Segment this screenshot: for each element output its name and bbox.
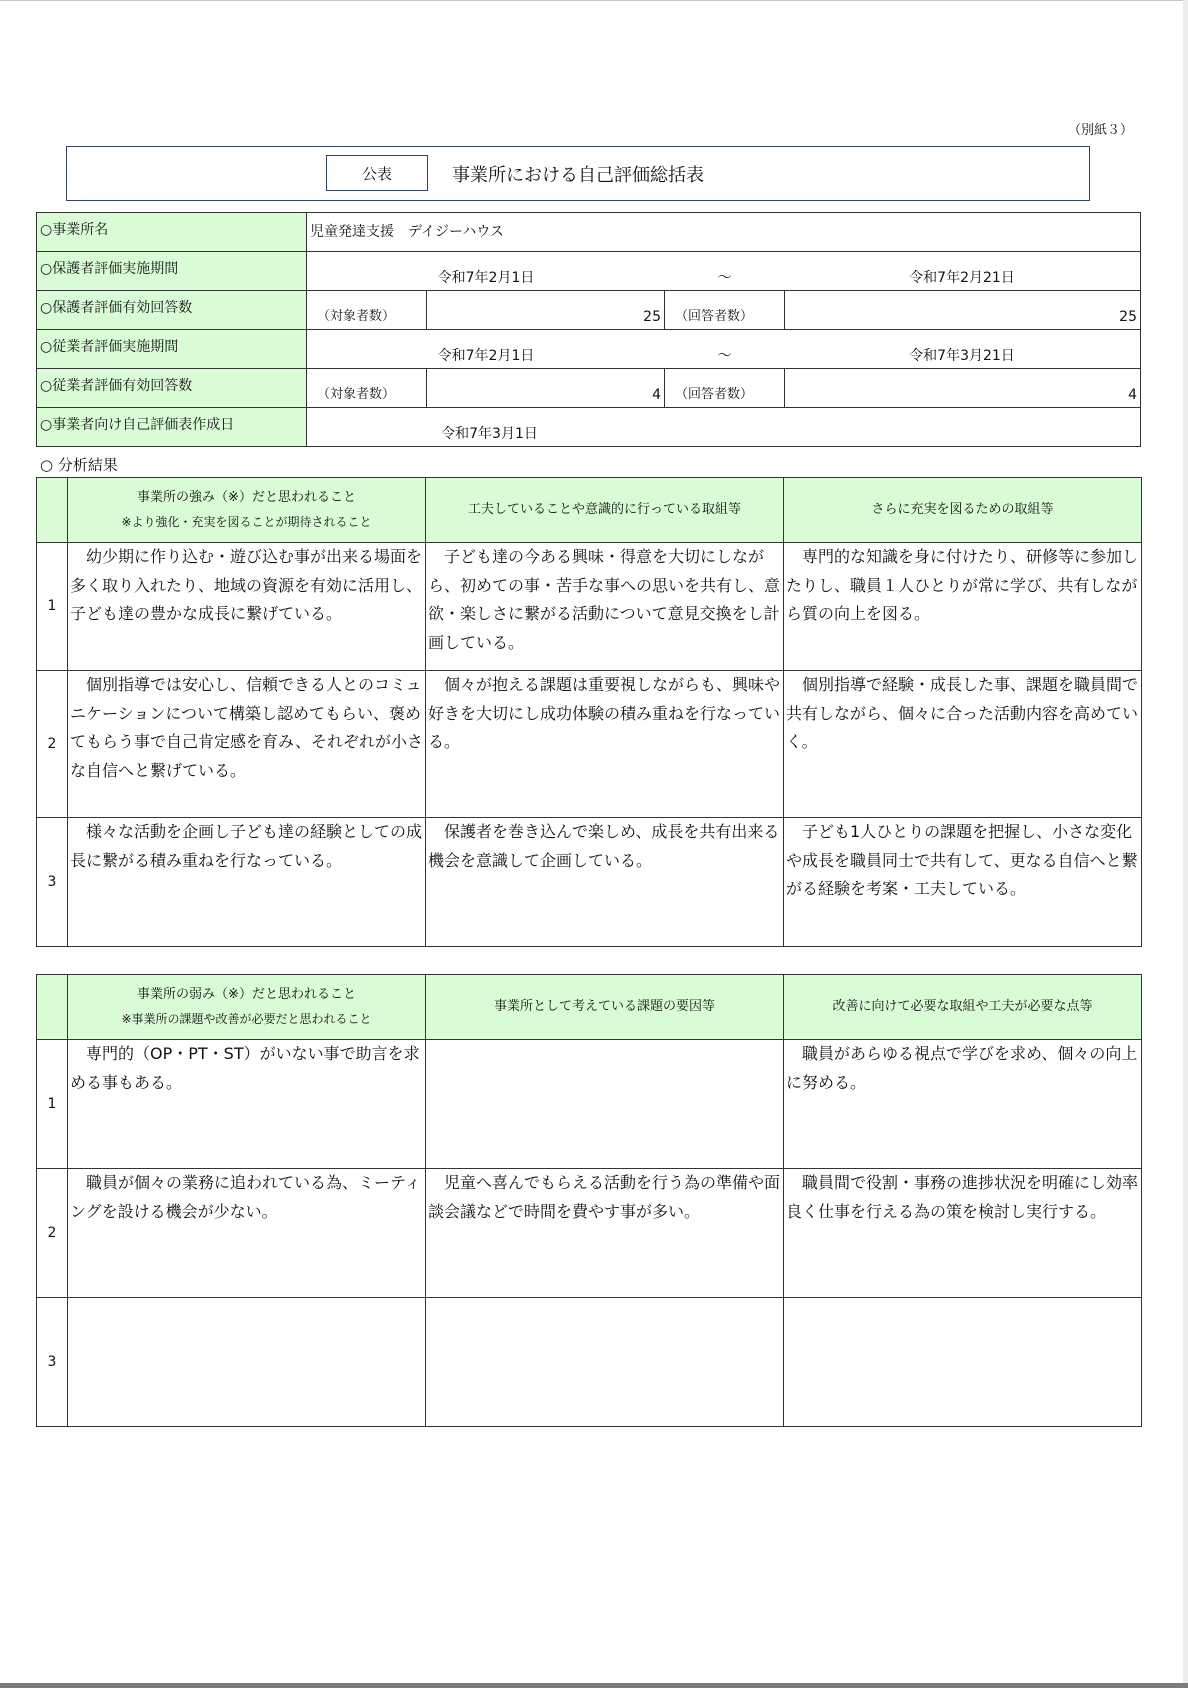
guardian-period-end: 令和7年2月21日 <box>784 251 1141 291</box>
guardian-respondent-count: 25 <box>784 290 1141 330</box>
row-number: 1 <box>37 1040 68 1169</box>
improvement-cell <box>784 1040 1142 1169</box>
row-number: 2 <box>37 671 68 818</box>
facility-name-value: 児童発達支援 デイジーハウス <box>306 212 1141 252</box>
further-cell <box>784 543 1142 671</box>
strengths-col2-header: 工夫していることや意識的に行っている取組等 <box>426 478 784 543</box>
guardian-target-label: （対象者数） <box>306 290 427 330</box>
strengths-col3-header: さらに充実を図るための取組等 <box>784 478 1142 543</box>
row-number: 2 <box>37 1169 68 1298</box>
row-number: 3 <box>37 1298 68 1427</box>
efforts-cell <box>426 818 784 947</box>
staff-period-separator: ～ <box>664 329 785 369</box>
further-text: 個別指導で経験・成長した事、課題を職員間で共有しながら、個々に合った活動内容を高めていく。 <box>786 675 1139 751</box>
facility-info-table <box>36 212 1141 446</box>
strengths-col1-header <box>68 478 426 543</box>
weakness-cell <box>68 1169 426 1298</box>
strength-cell <box>68 671 426 818</box>
staff-respondent-label: （回答者数） <box>664 368 785 408</box>
guardian-period-separator: ～ <box>664 251 785 291</box>
page-bottom-edge <box>0 1683 1188 1688</box>
cause-cell <box>426 1169 784 1298</box>
guardian-target-count: 25 <box>426 290 665 330</box>
row-number: 1 <box>37 543 68 671</box>
efforts-text: 子ども達の今ある興味・得意を大切にしながら、初めての事・苦手な事への思いを共有し、意欲・楽しさに繋がる活動について意見交換をし計画している。 <box>428 547 781 652</box>
guardian-responses-label: ○保護者評価有効回答数 <box>36 290 307 330</box>
weakness-text: 職員が個々の業務に追われている為、ミーティングを設ける機会が少ない。 <box>70 1173 421 1221</box>
efforts-text: 保護者を巻き込んで楽しめ、成長を共有出来る機会を意識して企画している。 <box>428 822 780 870</box>
strength-text: 個別指導では安心し、信頼できる人とのコミュニケーションについて構築し認めてもらい、褒めてもらう事で自己肯定感を育み、それぞれが小さな自信へと繋げている。 <box>70 675 423 780</box>
cause-text: 児童へ喜んでもらえる活動を行う為の準備や面談会議などで時間を費やす事が多い。 <box>428 1173 781 1221</box>
further-cell <box>784 671 1142 818</box>
document-title: 事業所における自己評価総括表 <box>452 165 704 186</box>
row-number: 3 <box>37 818 68 947</box>
staff-respondent-count: 4 <box>784 368 1141 408</box>
page-top-edge <box>0 0 1188 1</box>
strengths-row <box>37 818 1142 947</box>
further-cell <box>784 818 1142 947</box>
strengths-col1-note: ※より強化・充実を図ることが期待されること <box>121 514 372 529</box>
public-badge: 公表 <box>326 155 428 191</box>
guardian-respondent-label: （回答者数） <box>664 290 785 330</box>
guardian-period-start: 令和7年2月1日 <box>306 251 665 291</box>
strengths-num-header <box>37 478 68 543</box>
weaknesses-col3-header: 改善に向けて必要な取組や工夫が必要な点等 <box>784 975 1142 1040</box>
facility-name-label: ○事業所名 <box>36 212 307 252</box>
efforts-text: 個々が抱える課題は重要視しながらも、興味や好きを大切にし成功体験の積み重ねを行なっている。 <box>428 675 781 751</box>
strength-cell <box>68 543 426 671</box>
guardian-period-label: ○保護者評価実施期間 <box>36 251 307 291</box>
weakness-cell <box>68 1298 426 1427</box>
weaknesses-col1-title: 事業所の弱み（※）だと思われること <box>137 986 356 1002</box>
improvement-text: 職員間で役割・事務の進捗状況を明確にし効率良く仕事を行える為の策を検討し実行する。 <box>786 1173 1139 1221</box>
cause-cell <box>426 1298 784 1427</box>
strengths-row <box>37 671 1142 818</box>
further-text: 専門的な知識を身に付けたり、研修等に参加したりし、職員１人ひとりが常に学び、共有しながら質の向上を図る。 <box>786 547 1139 623</box>
improvement-cell <box>784 1298 1142 1427</box>
weaknesses-row <box>37 1298 1142 1427</box>
weaknesses-row <box>37 1169 1142 1298</box>
strengths-table <box>36 477 1142 947</box>
weakness-cell <box>68 1040 426 1169</box>
strengths-col1-title: 事業所の強み（※）だと思われること <box>137 489 356 505</box>
created-date-label: ○事業者向け自己評価表作成日 <box>36 407 307 447</box>
staff-period-start: 令和7年2月1日 <box>306 329 665 369</box>
created-date-value: 令和7年3月1日 <box>441 426 538 442</box>
weaknesses-header-row <box>37 975 1142 1040</box>
weaknesses-col1-note: ※事業所の課題や改善が必要だと思われること <box>121 1011 372 1026</box>
weaknesses-col1-header <box>68 975 426 1040</box>
cause-cell <box>426 1040 784 1169</box>
created-date-cell <box>306 407 1141 447</box>
strength-text: 様々な活動を企画し子ども達の経験としての成長に繋がる積み重ねを行なっている。 <box>70 822 423 870</box>
weakness-text: 専門的（OP・PT・ST）がいない事で助言を求める事もある。 <box>70 1044 420 1092</box>
weaknesses-row <box>37 1040 1142 1169</box>
weaknesses-table <box>36 974 1142 1427</box>
improvement-text: 職員があらゆる視点で学びを求め、個々の向上に努める。 <box>786 1044 1138 1092</box>
annex-label: （別紙３） <box>1068 123 1134 138</box>
strengths-header-row <box>37 478 1142 543</box>
strength-text: 幼少期に作り込む・遊び込む事が出来る場面を多く取り入れたり、地域の資源を有効に活用し、子ども達の豊かな成長に繋げている。 <box>70 547 423 623</box>
analysis-section-title: ○ 分析結果 <box>40 456 118 474</box>
further-text: 子ども1人ひとりの課題を把握し、小さな変化や成長を職員同士で共有して、更なる自信へと繋がる経験を考案・工夫している。 <box>786 822 1138 898</box>
efforts-cell <box>426 671 784 818</box>
staff-target-count: 4 <box>426 368 665 408</box>
page-right-gutter <box>1183 0 1188 1688</box>
staff-period-label: ○従業者評価実施期間 <box>36 329 307 369</box>
strengths-row <box>37 543 1142 671</box>
efforts-cell <box>426 543 784 671</box>
improvement-cell <box>784 1169 1142 1298</box>
staff-responses-label: ○従業者評価有効回答数 <box>36 368 307 408</box>
strength-cell <box>68 818 426 947</box>
staff-target-label: （対象者数） <box>306 368 427 408</box>
weaknesses-num-header <box>37 975 68 1040</box>
weaknesses-col2-header: 事業所として考えている課題の要因等 <box>426 975 784 1040</box>
staff-period-end: 令和7年3月21日 <box>784 329 1141 369</box>
